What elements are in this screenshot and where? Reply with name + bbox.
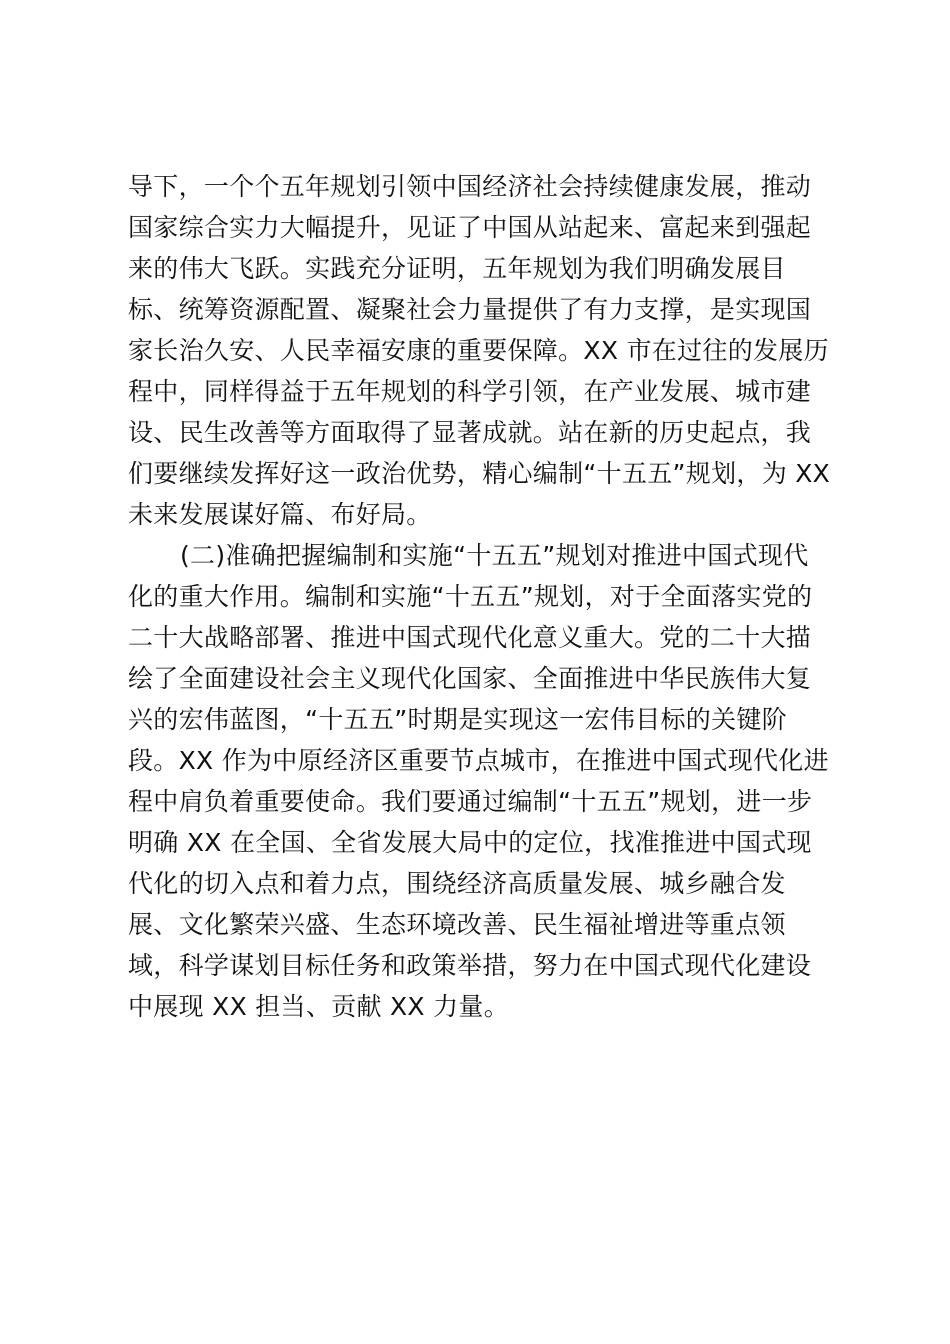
text-line: 程中，同样得益于五年规划的科学引领，在产业发展、城市建 (128, 377, 812, 406)
text-line: 展、文化繁荣兴盛、生态环境改善、民生福祉增进等重点领 (128, 910, 786, 939)
text-line: 来的伟大飞跃。实践充分证明，五年规划为我们明确发展目 (128, 254, 786, 283)
text-line: 设、民生改善等方面取得了显著成就。站在新的历史起点，我 (128, 418, 812, 447)
text-line: 化的重大作用。编制和实施“十五五”规划，对于全面落实党的 (128, 582, 813, 611)
text-line: 未来发展谋好篇、布好局。 (128, 500, 432, 529)
text-line: 段。XX 作为中原经济区重要节点城市，在推进中国式现代化进 (128, 746, 829, 775)
section-heading-line: (二)准确把握编制和实施“十五五”规划对推进中国式现代 (180, 541, 809, 570)
text-line: 程中肩负着重要使命。我们要通过编制“十五五”规划，进一步 (128, 787, 813, 816)
text-line: 导下，一个个五年规划引领中国经济社会持续健康发展，推动 (128, 172, 812, 201)
text-line: 家长治久安、人民幸福安康的重要保障。XX 市在过往的发展历 (128, 336, 829, 365)
text-line: 绘了全面建设社会主义现代化国家、全面推进中华民族伟大复 (128, 664, 812, 693)
text-line: 国家综合实力大幅提升，见证了中国从站起来、富起来到强起 (128, 213, 812, 242)
text-line: 明确 XX 在全国、全省发展大局中的定位，找准推进中国式现 (128, 828, 812, 857)
text-line: 二十大战略部署、推进中国式现代化意义重大。党的二十大描 (128, 623, 812, 652)
text-line: 域，科学谋划目标任务和政策举措，努力在中国式现代化建设 (128, 951, 812, 980)
text-line: 们要继续发挥好这一政治优势，精心编制“十五五”规划，为 XX (128, 459, 831, 488)
text-line: 中展现 XX 担当、贡献 XX 力量。 (128, 992, 509, 1021)
text-line: 代化的切入点和着力点，围绕经济高质量发展、城乡融合发 (128, 869, 786, 898)
text-line: 标、统筹资源配置、凝聚社会力量提供了有力支撑，是实现国 (128, 295, 812, 324)
text-line: 兴的宏伟蓝图，“十五五”时期是实现这一宏伟目标的关键阶 (128, 705, 788, 734)
document-body (128, 166, 838, 1027)
